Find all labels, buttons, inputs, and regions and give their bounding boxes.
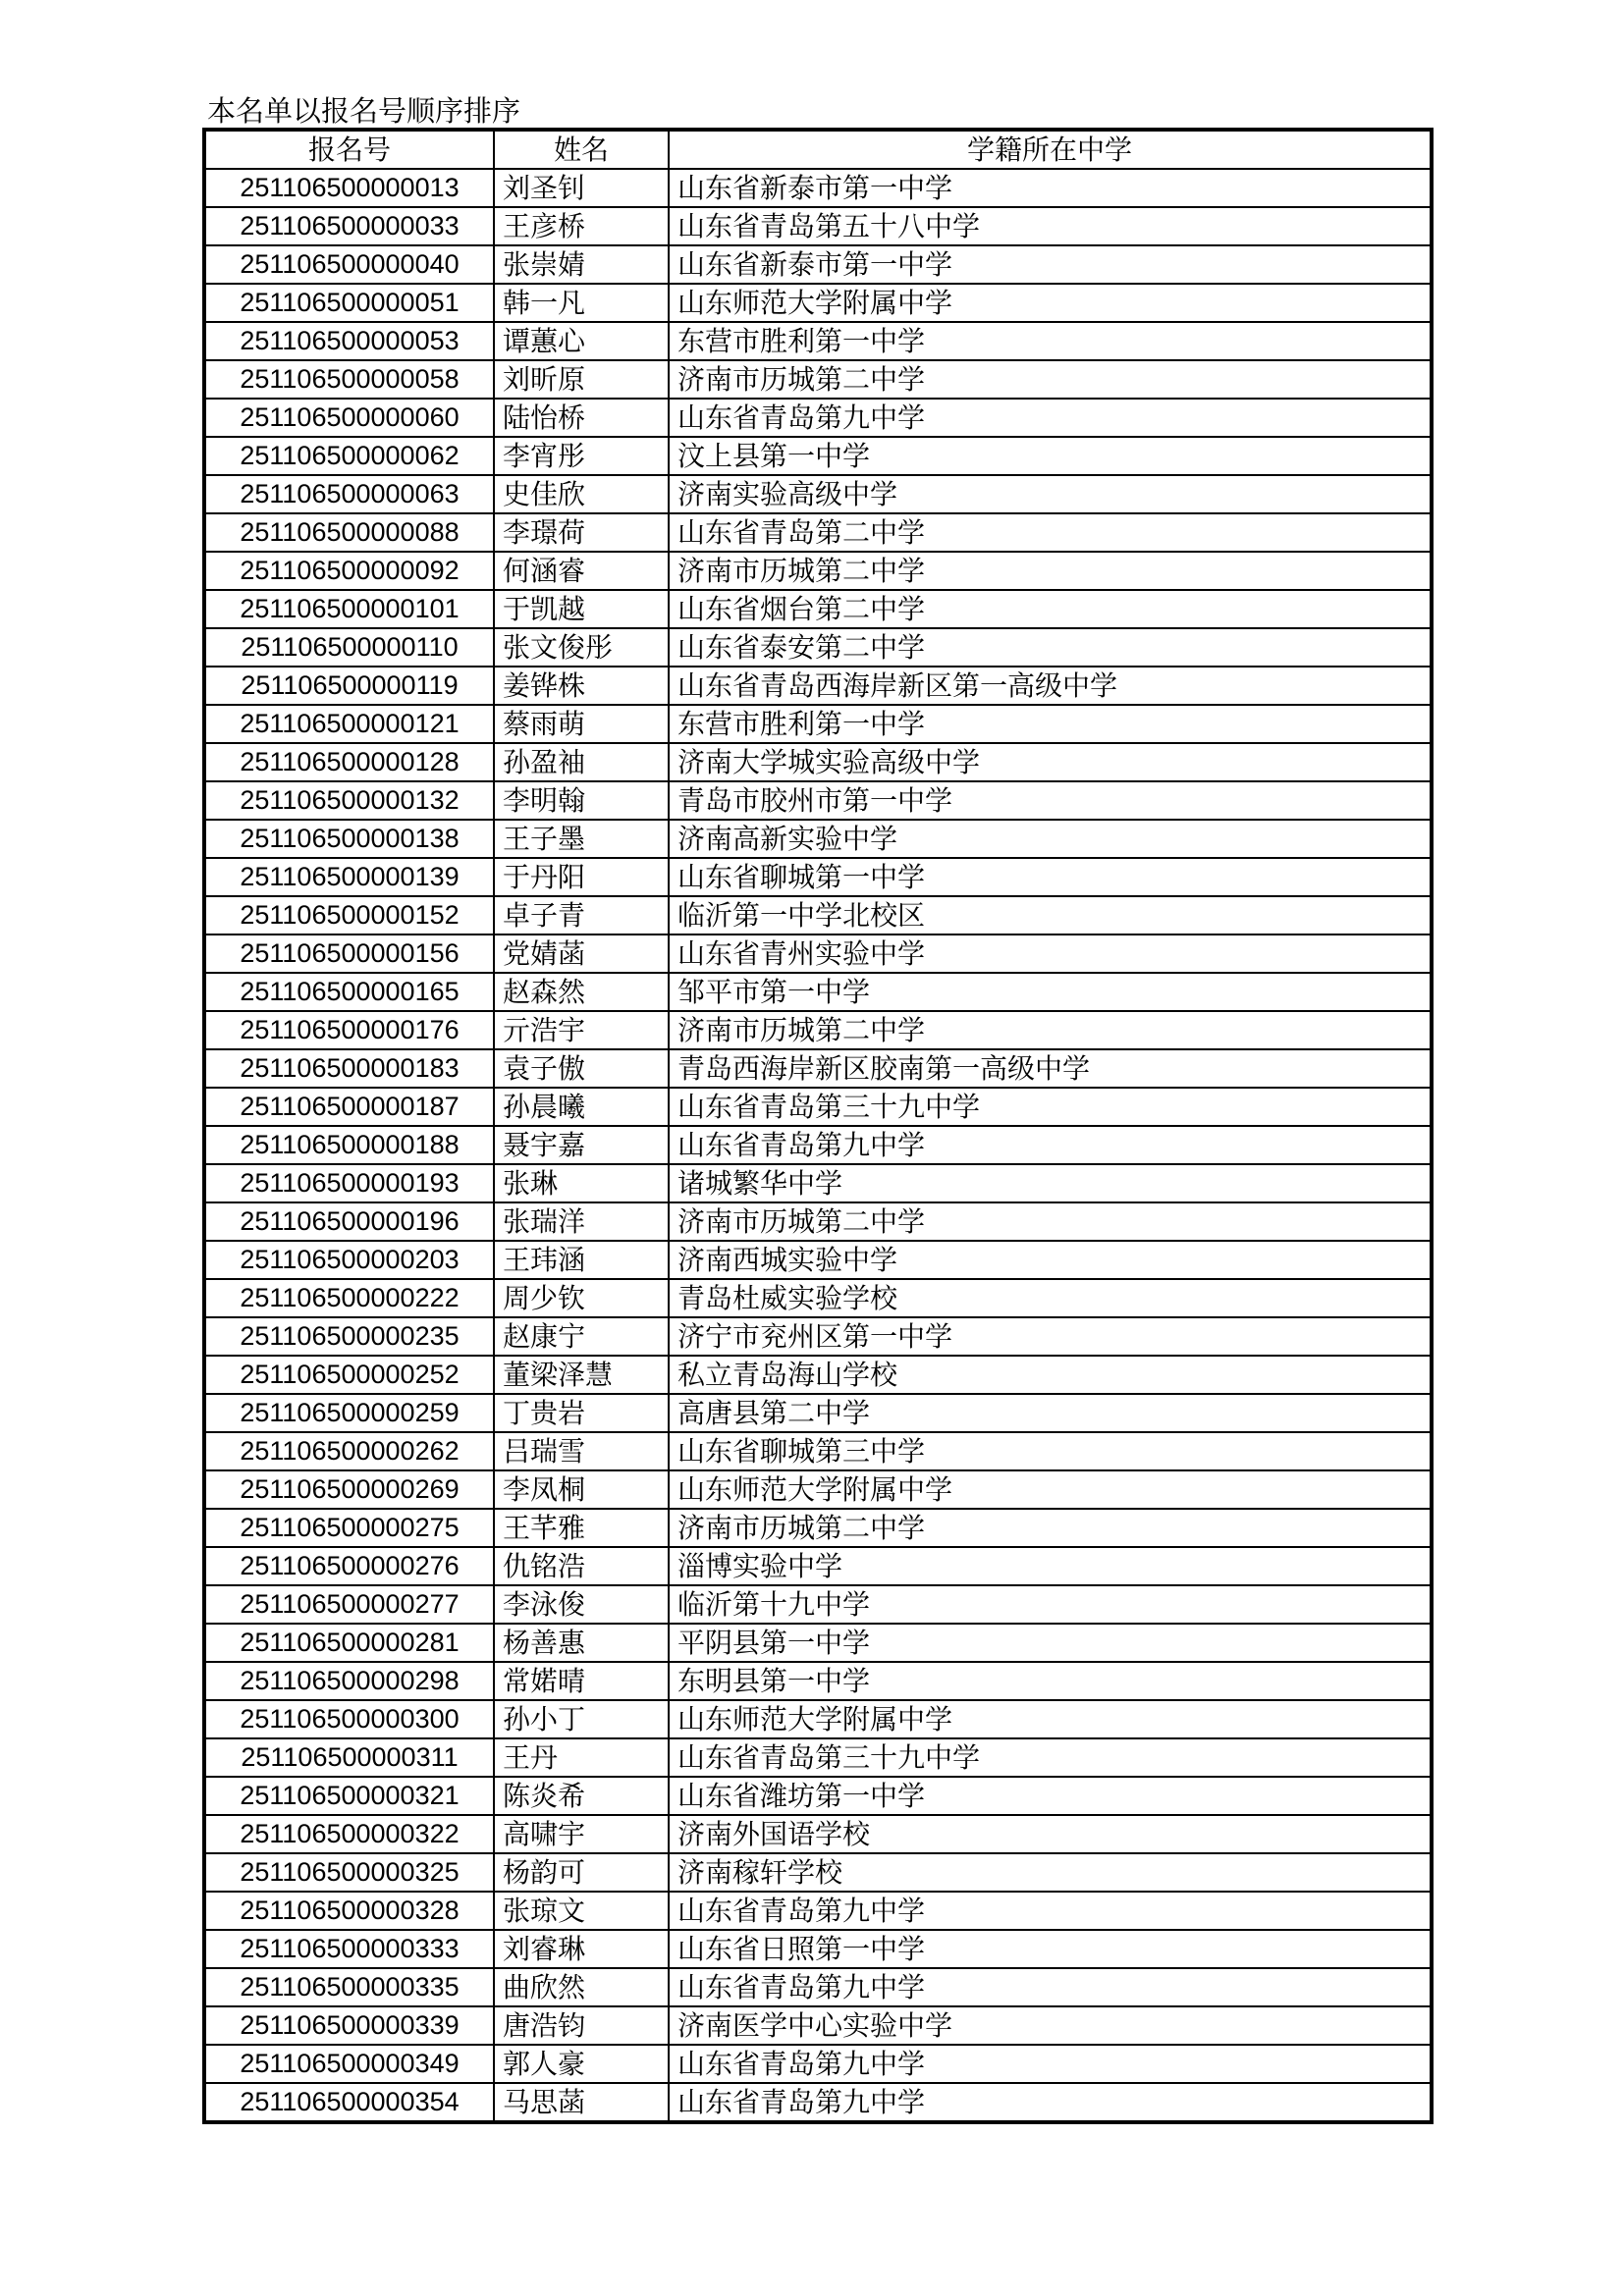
registration-number-cell: 251106500000138 [204, 820, 494, 858]
table-row [204, 399, 1432, 437]
table-row [204, 1968, 1432, 2006]
registration-number-cell: 251106500000281 [204, 1624, 494, 1662]
sort-note: 本名单以报名号顺序排序 [207, 94, 521, 128]
student-name-cell: 赵康宁 [494, 1317, 669, 1356]
registration-number-cell: 251106500000060 [204, 399, 494, 437]
table-row [204, 1049, 1432, 1088]
registration-number-cell: 251106500000033 [204, 207, 494, 245]
school-cell: 山东省青岛第九中学 [669, 1126, 1432, 1164]
table-row [204, 1738, 1432, 1777]
student-name-cell: 何涵睿 [494, 552, 669, 590]
school-cell: 济南市历城第二中学 [669, 1011, 1432, 1049]
header-registration-number: 报名号 [204, 130, 494, 169]
student-name-cell: 王丹 [494, 1738, 669, 1777]
registration-number-cell: 251106500000176 [204, 1011, 494, 1049]
header-name: 姓名 [494, 130, 669, 169]
school-cell: 高唐县第二中学 [669, 1394, 1432, 1432]
school-cell: 山东省泰安第二中学 [669, 628, 1432, 667]
table-row [204, 973, 1432, 1011]
table-row [204, 1202, 1432, 1241]
student-name-cell: 于丹阳 [494, 858, 669, 896]
table-row [204, 169, 1432, 207]
table-row [204, 781, 1432, 820]
table-row [204, 360, 1432, 399]
table-row [204, 743, 1432, 781]
school-cell: 东明县第一中学 [669, 1662, 1432, 1700]
school-cell: 东营市胜利第一中学 [669, 322, 1432, 360]
table-row [204, 2083, 1432, 2122]
registration-number-cell: 251106500000110 [204, 628, 494, 667]
registration-number-cell: 251106500000276 [204, 1547, 494, 1585]
school-cell: 山东师范大学附属中学 [669, 1700, 1432, 1738]
table-row [204, 1662, 1432, 1700]
table-row [204, 284, 1432, 322]
school-cell: 东营市胜利第一中学 [669, 705, 1432, 743]
student-name-cell: 李凤桐 [494, 1470, 669, 1509]
school-cell: 私立青岛海山学校 [669, 1356, 1432, 1394]
registration-number-cell: 251106500000058 [204, 360, 494, 399]
registration-number-cell: 251106500000013 [204, 169, 494, 207]
table-row [204, 1164, 1432, 1202]
school-cell: 山东师范大学附属中学 [669, 284, 1432, 322]
school-cell: 山东师范大学附属中学 [669, 1470, 1432, 1509]
school-cell: 青岛杜威实验学校 [669, 1279, 1432, 1317]
registration-number-cell: 251106500000300 [204, 1700, 494, 1738]
table-row [204, 1279, 1432, 1317]
registration-number-cell: 251106500000188 [204, 1126, 494, 1164]
student-name-cell: 亓浩宇 [494, 1011, 669, 1049]
school-cell: 山东省青岛第三十九中学 [669, 1738, 1432, 1777]
table-row [204, 896, 1432, 934]
table-row [204, 1241, 1432, 1279]
school-cell: 临沂第一中学北校区 [669, 896, 1432, 934]
registration-number-cell: 251106500000053 [204, 322, 494, 360]
student-name-cell: 张崇婧 [494, 245, 669, 284]
registration-number-cell: 251106500000311 [204, 1738, 494, 1777]
school-cell: 山东省聊城第一中学 [669, 858, 1432, 896]
student-name-cell: 孙盈袖 [494, 743, 669, 781]
school-cell: 山东省青岛第九中学 [669, 2083, 1432, 2122]
table-row [204, 2045, 1432, 2083]
school-cell: 济南市历城第二中学 [669, 552, 1432, 590]
registration-number-cell: 251106500000259 [204, 1394, 494, 1432]
school-cell: 临沂第十九中学 [669, 1585, 1432, 1624]
table-row [204, 1317, 1432, 1356]
table-body [204, 169, 1432, 2122]
student-name-cell: 刘圣钊 [494, 169, 669, 207]
student-name-cell: 张文俊彤 [494, 628, 669, 667]
table-header-row [204, 130, 1432, 169]
student-name-cell: 卓子青 [494, 896, 669, 934]
student-name-cell: 聂宇嘉 [494, 1126, 669, 1164]
registration-number-cell: 251106500000298 [204, 1662, 494, 1700]
school-cell: 淄博实验中学 [669, 1547, 1432, 1585]
school-cell: 平阴县第一中学 [669, 1624, 1432, 1662]
school-cell: 济南市历城第二中学 [669, 360, 1432, 399]
school-cell: 汶上县第一中学 [669, 437, 1432, 475]
table-row [204, 1011, 1432, 1049]
table-row [204, 475, 1432, 513]
student-name-cell: 蔡雨萌 [494, 705, 669, 743]
school-cell: 山东省青岛第九中学 [669, 2045, 1432, 2083]
table-row [204, 513, 1432, 552]
table-row [204, 934, 1432, 973]
registration-number-cell: 251106500000088 [204, 513, 494, 552]
table-row [204, 552, 1432, 590]
table-row [204, 1126, 1432, 1164]
registration-number-cell: 251106500000132 [204, 781, 494, 820]
registration-number-cell: 251106500000152 [204, 896, 494, 934]
student-name-cell: 刘昕原 [494, 360, 669, 399]
student-name-cell: 吕瑞雪 [494, 1432, 669, 1470]
registration-number-cell: 251106500000325 [204, 1853, 494, 1892]
school-cell: 青岛西海岸新区胶南第一高级中学 [669, 1049, 1432, 1088]
student-name-cell: 马思菡 [494, 2083, 669, 2122]
table-row [204, 1585, 1432, 1624]
table-row [204, 1509, 1432, 1547]
school-cell: 山东省新泰市第一中学 [669, 169, 1432, 207]
student-name-cell: 陈炎希 [494, 1777, 669, 1815]
registration-number-cell: 251106500000156 [204, 934, 494, 973]
student-name-cell: 姜铧株 [494, 667, 669, 705]
school-cell: 山东省青岛第九中学 [669, 1968, 1432, 2006]
school-cell: 山东省日照第一中学 [669, 1930, 1432, 1968]
registration-number-cell: 251106500000349 [204, 2045, 494, 2083]
admission-list-table [202, 128, 1434, 2124]
registration-number-cell: 251106500000328 [204, 1892, 494, 1930]
student-name-cell: 唐浩钧 [494, 2006, 669, 2045]
registration-number-cell: 251106500000235 [204, 1317, 494, 1356]
registration-number-cell: 251106500000193 [204, 1164, 494, 1202]
registration-number-cell: 251106500000275 [204, 1509, 494, 1547]
student-name-cell: 谭蕙心 [494, 322, 669, 360]
table-row [204, 1777, 1432, 1815]
table-row [204, 1892, 1432, 1930]
registration-number-cell: 251106500000139 [204, 858, 494, 896]
school-cell: 山东省聊城第三中学 [669, 1432, 1432, 1470]
table-row [204, 705, 1432, 743]
registration-number-cell: 251106500000203 [204, 1241, 494, 1279]
student-name-cell: 王玮涵 [494, 1241, 669, 1279]
school-cell: 济南高新实验中学 [669, 820, 1432, 858]
school-cell: 济南西城实验中学 [669, 1241, 1432, 1279]
school-cell: 济南大学城实验高级中学 [669, 743, 1432, 781]
registration-number-cell: 251106500000101 [204, 590, 494, 628]
student-name-cell: 周少钦 [494, 1279, 669, 1317]
school-cell: 山东省青州实验中学 [669, 934, 1432, 973]
student-name-cell: 张瑞洋 [494, 1202, 669, 1241]
registration-number-cell: 251106500000262 [204, 1432, 494, 1470]
registration-number-cell: 251106500000222 [204, 1279, 494, 1317]
school-cell: 山东省烟台第二中学 [669, 590, 1432, 628]
school-cell: 济南市历城第二中学 [669, 1509, 1432, 1547]
student-name-cell: 丁贵岩 [494, 1394, 669, 1432]
registration-number-cell: 251106500000051 [204, 284, 494, 322]
table-row [204, 590, 1432, 628]
table-row [204, 1470, 1432, 1509]
table-row [204, 820, 1432, 858]
table-row [204, 322, 1432, 360]
table-row [204, 1815, 1432, 1853]
registration-number-cell: 251106500000321 [204, 1777, 494, 1815]
table-row [204, 667, 1432, 705]
table-row [204, 437, 1432, 475]
registration-number-cell: 251106500000183 [204, 1049, 494, 1088]
student-name-cell: 刘睿琳 [494, 1930, 669, 1968]
table-row [204, 1432, 1432, 1470]
student-name-cell: 仇铭浩 [494, 1547, 669, 1585]
student-name-cell: 王芊雅 [494, 1509, 669, 1547]
student-name-cell: 党婧菡 [494, 934, 669, 973]
registration-number-cell: 251106500000187 [204, 1088, 494, 1126]
table-row [204, 1624, 1432, 1662]
student-name-cell: 郭人豪 [494, 2045, 669, 2083]
table-row [204, 207, 1432, 245]
student-name-cell: 王彦桥 [494, 207, 669, 245]
registration-number-cell: 251106500000062 [204, 437, 494, 475]
student-name-cell: 孙小丁 [494, 1700, 669, 1738]
school-cell: 山东省青岛第九中学 [669, 1892, 1432, 1930]
school-cell: 济南市历城第二中学 [669, 1202, 1432, 1241]
student-name-cell: 李明翰 [494, 781, 669, 820]
registration-number-cell: 251106500000333 [204, 1930, 494, 1968]
student-name-cell: 袁子傲 [494, 1049, 669, 1088]
school-cell: 山东省青岛第五十八中学 [669, 207, 1432, 245]
header-school: 学籍所在中学 [669, 130, 1432, 169]
table-row [204, 628, 1432, 667]
student-name-cell: 高啸宇 [494, 1815, 669, 1853]
registration-number-cell: 251106500000252 [204, 1356, 494, 1394]
school-cell: 济南外国语学校 [669, 1815, 1432, 1853]
student-name-cell: 韩一凡 [494, 284, 669, 322]
student-name-cell: 李泳俊 [494, 1585, 669, 1624]
student-name-cell: 李璟荷 [494, 513, 669, 552]
school-cell: 山东省青岛第二中学 [669, 513, 1432, 552]
student-name-cell: 张琳 [494, 1164, 669, 1202]
registration-number-cell: 251106500000040 [204, 245, 494, 284]
school-cell: 邹平市第一中学 [669, 973, 1432, 1011]
registration-number-cell: 251106500000277 [204, 1585, 494, 1624]
school-cell: 济南稼轩学校 [669, 1853, 1432, 1892]
table-row [204, 2006, 1432, 2045]
registration-number-cell: 251106500000063 [204, 475, 494, 513]
registration-number-cell: 251106500000335 [204, 1968, 494, 2006]
table-row [204, 1088, 1432, 1126]
student-name-cell: 于凯越 [494, 590, 669, 628]
school-cell: 山东省青岛第三十九中学 [669, 1088, 1432, 1126]
student-name-cell: 张琼文 [494, 1892, 669, 1930]
school-cell: 山东省青岛西海岸新区第一高级中学 [669, 667, 1432, 705]
registration-number-cell: 251106500000322 [204, 1815, 494, 1853]
school-cell: 济南实验高级中学 [669, 475, 1432, 513]
registration-number-cell: 251106500000119 [204, 667, 494, 705]
school-cell: 诸城繁华中学 [669, 1164, 1432, 1202]
table-row [204, 1853, 1432, 1892]
table-row [204, 245, 1432, 284]
table-row [204, 1356, 1432, 1394]
table-row [204, 1547, 1432, 1585]
table-row [204, 1930, 1432, 1968]
student-name-cell: 曲欣然 [494, 1968, 669, 2006]
school-cell: 山东省新泰市第一中学 [669, 245, 1432, 284]
student-name-cell: 王子墨 [494, 820, 669, 858]
student-name-cell: 杨韵可 [494, 1853, 669, 1892]
registration-number-cell: 251106500000128 [204, 743, 494, 781]
registration-number-cell: 251106500000269 [204, 1470, 494, 1509]
school-cell: 山东省青岛第九中学 [669, 399, 1432, 437]
school-cell: 青岛市胶州市第一中学 [669, 781, 1432, 820]
table-row [204, 858, 1432, 896]
student-name-cell: 陆怡桥 [494, 399, 669, 437]
registration-number-cell: 251106500000196 [204, 1202, 494, 1241]
registration-number-cell: 251106500000165 [204, 973, 494, 1011]
student-name-cell: 常婼晴 [494, 1662, 669, 1700]
student-name-cell: 孙晨曦 [494, 1088, 669, 1126]
student-name-cell: 李宵彤 [494, 437, 669, 475]
table-row [204, 1700, 1432, 1738]
table-row [204, 1394, 1432, 1432]
student-name-cell: 史佳欣 [494, 475, 669, 513]
registration-number-cell: 251106500000339 [204, 2006, 494, 2045]
school-cell: 济南医学中心实验中学 [669, 2006, 1432, 2045]
registration-number-cell: 251106500000354 [204, 2083, 494, 2122]
student-name-cell: 赵森然 [494, 973, 669, 1011]
school-cell: 济宁市兖州区第一中学 [669, 1317, 1432, 1356]
school-cell: 山东省潍坊第一中学 [669, 1777, 1432, 1815]
student-name-cell: 杨善惠 [494, 1624, 669, 1662]
registration-number-cell: 251106500000121 [204, 705, 494, 743]
student-name-cell: 董梁泽慧 [494, 1356, 669, 1394]
registration-number-cell: 251106500000092 [204, 552, 494, 590]
